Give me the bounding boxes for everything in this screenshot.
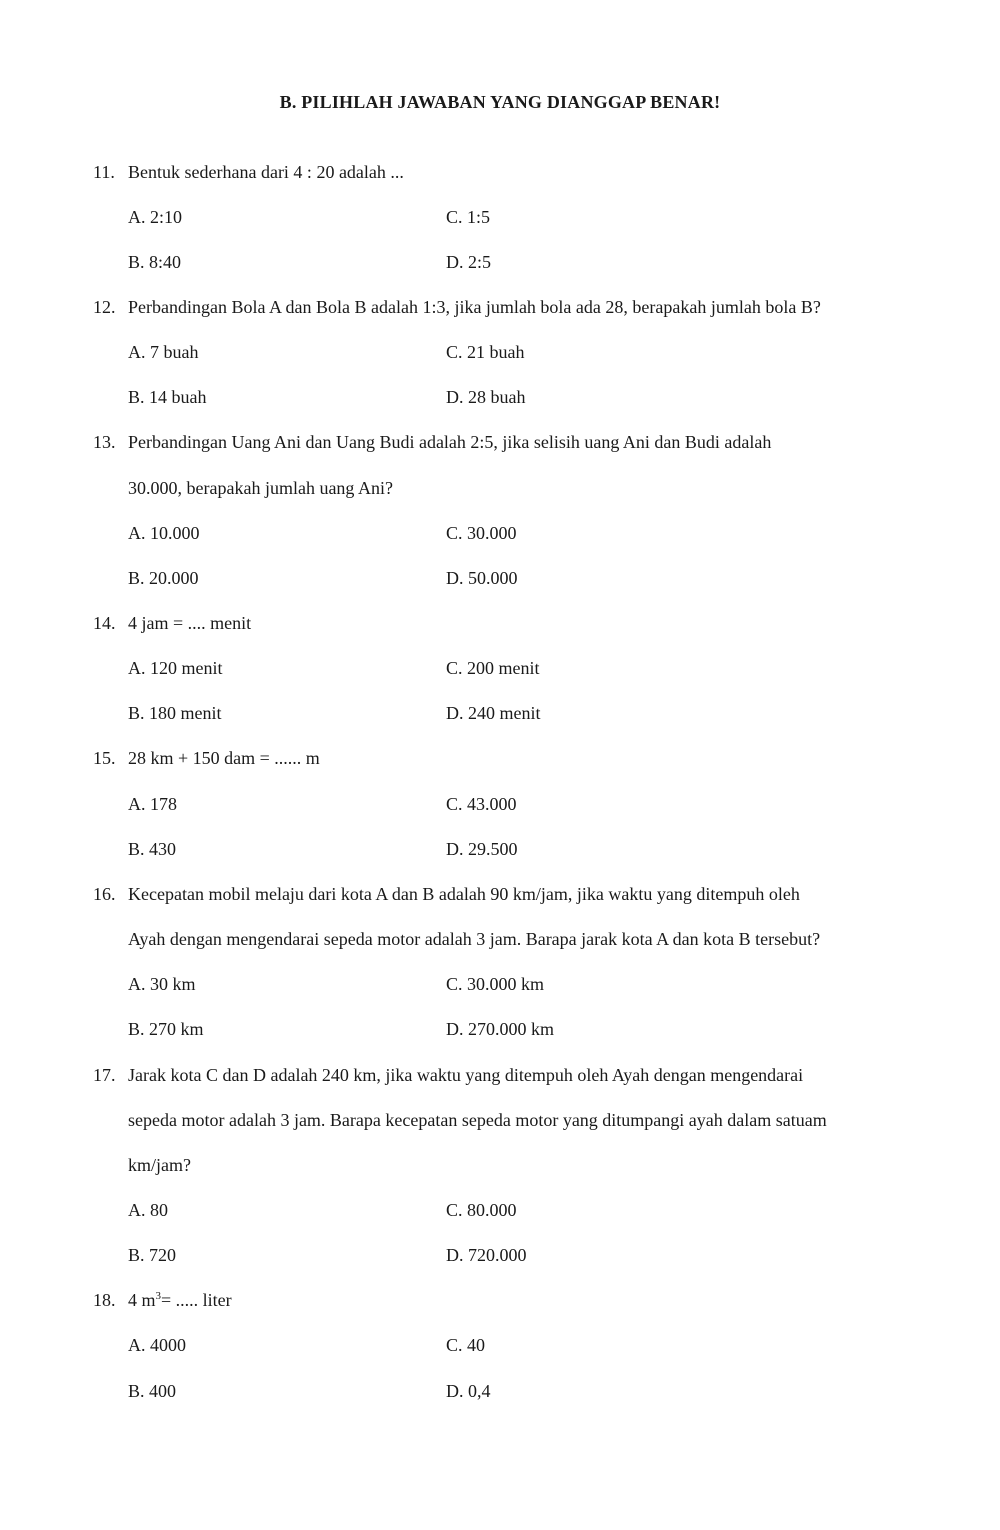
option-a[interactable]: A. 178 (128, 794, 177, 814)
question-text: 4 jam = .... menit (128, 613, 252, 633)
question-text: Perbandingan Bola A dan Bola B adalah 1:3, jika jumlah bola ada 28, berapakah jumlah bola B? (128, 297, 821, 317)
option-d[interactable]: D. 240 menit (446, 703, 541, 723)
superscript-exponent: 3 (155, 1290, 162, 1302)
option-a[interactable]: A. 2:10 (128, 207, 182, 227)
option-b[interactable]: B. 20.000 (128, 568, 199, 588)
option-c[interactable]: C. 80.000 (446, 1200, 517, 1220)
option-b[interactable]: B. 8:40 (128, 252, 182, 272)
question-text: Kecepatan mobil melaju dari kota A dan B adalah 90 km/jam, jika waktu yang ditempuh oleh (128, 884, 800, 904)
question-number: 12. (93, 297, 116, 317)
option-c[interactable]: C. 30.000 km (446, 974, 545, 994)
option-b[interactable]: B. 430 (128, 839, 177, 859)
option-d[interactable]: D. 50.000 (446, 568, 518, 588)
option-d[interactable]: D. 2:5 (446, 252, 491, 272)
question-text: Jarak kota C dan D adalah 240 km, jika waktu yang ditempuh oleh Ayah dengan mengendarai (128, 1065, 804, 1085)
option-b[interactable]: B. 270 km (128, 1019, 204, 1039)
question-text: 28 km + 150 dam = ...... m (128, 748, 320, 768)
option-c[interactable]: C. 1:5 (446, 207, 491, 227)
question-number: 14. (93, 613, 116, 633)
option-c[interactable]: C. 21 buah (446, 342, 525, 362)
option-b[interactable]: B. 720 (128, 1245, 177, 1265)
question-text (128, 1290, 232, 1310)
option-d[interactable]: D. 720.000 (446, 1245, 527, 1265)
option-a[interactable]: A. 30 km (128, 974, 196, 994)
option-d[interactable]: D. 28 buah (446, 387, 526, 407)
question-number: 16. (93, 884, 116, 904)
question-number: 13. (93, 432, 116, 452)
question-text: Bentuk sederhana dari 4 : 20 adalah ... (128, 162, 404, 182)
option-a[interactable]: A. 10.000 (128, 523, 200, 543)
option-d[interactable]: D. 270.000 km (446, 1019, 554, 1039)
option-a[interactable]: A. 80 (128, 1200, 168, 1220)
option-b[interactable]: B. 400 (128, 1381, 177, 1401)
option-b[interactable]: B. 180 menit (128, 703, 222, 723)
question-text-line-2: 30.000, berapakah jumlah uang Ani? (128, 478, 393, 498)
option-c[interactable]: C. 30.000 (446, 523, 517, 543)
option-b[interactable]: B. 14 buah (128, 387, 207, 407)
option-d[interactable]: D. 29.500 (446, 839, 518, 859)
option-a[interactable]: A. 7 buah (128, 342, 199, 362)
option-d[interactable]: D. 0,4 (446, 1381, 491, 1401)
option-c[interactable]: C. 40 (446, 1335, 486, 1355)
option-a[interactable]: A. 120 menit (128, 658, 223, 678)
question-number: 18. (93, 1290, 116, 1310)
question-number: 15. (93, 748, 116, 768)
question-text-line-2: Ayah dengan mengendarai sepeda motor adalah 3 jam. Barapa jarak kota A dan kota B tersebut? (128, 929, 821, 949)
question-text-post: = ..... liter (161, 1290, 232, 1310)
question-text-pre: 4 m (128, 1290, 156, 1310)
option-a[interactable]: A. 4000 (128, 1335, 186, 1355)
option-c[interactable]: C. 43.000 (446, 794, 517, 814)
section-title: B. PILIHLAH JAWABAN YANG DIANGGAP BENAR! (279, 92, 721, 112)
option-c[interactable]: C. 200 menit (446, 658, 540, 678)
question-text-line-3: km/jam? (128, 1155, 191, 1175)
question-number: 11. (93, 162, 115, 182)
question-text: Perbandingan Uang Ani dan Uang Budi adalah 2:5, jika selisih uang Ani dan Budi adalah (128, 432, 772, 452)
question-number: 17. (93, 1065, 116, 1085)
question-text-line-2: sepeda motor adalah 3 jam. Barapa kecepatan sepeda motor yang ditumpangi ayah dalam satuam (128, 1110, 827, 1130)
